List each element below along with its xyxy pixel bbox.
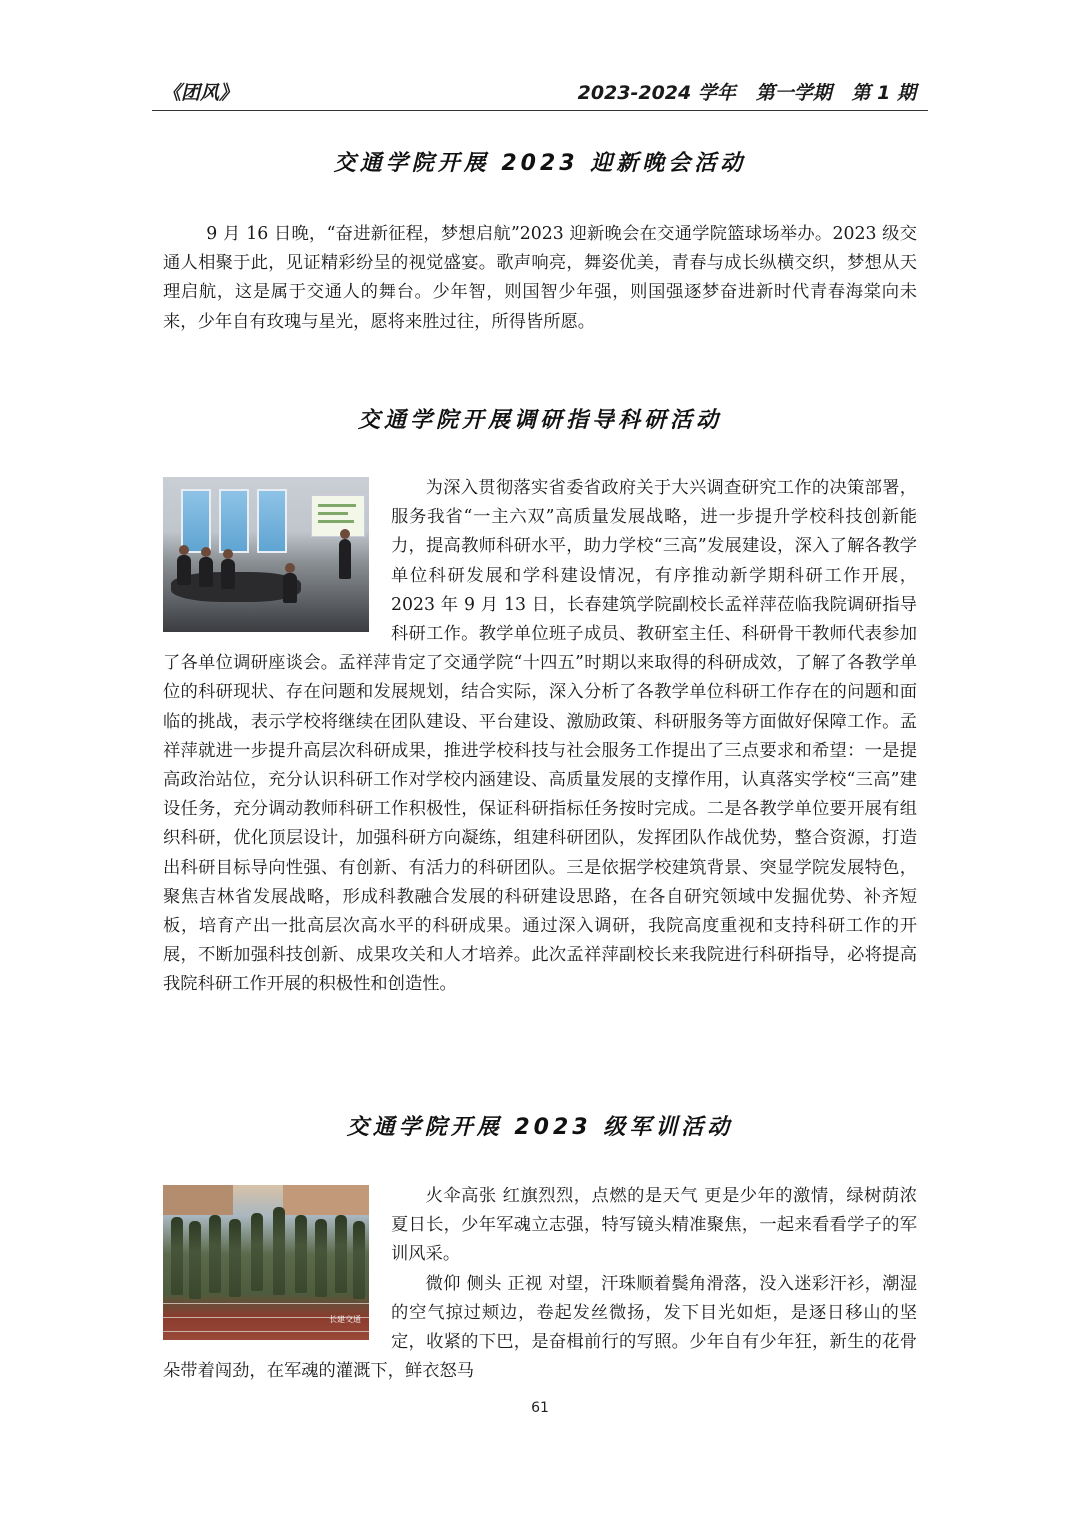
photo-watermark: 长建交通 <box>329 1314 361 1324</box>
military-training-photo <box>163 1185 369 1340</box>
issue-info: 2023-2024 学年 第一学期 第 1 期 <box>577 82 916 104</box>
article-paragraph: 为深入贯彻落实省委省政府关于大兴调查研究工作的决策部署，服务我省“一主六双”高质量发展战略，进一步提升学校科技创新能力，提高教师科研水平，助力学校“三高”发展建设，深入了解各教学单位科研发展和学科建设情况，有序推动新学期科研工作开展，2023 年 9 月 13 日，长春建筑学院副校长孟祥萍莅临我院调研指导科研工作。教学单位班子成员、教研室主任、科研骨干教师代表参加了各单位调研座谈会。孟祥萍肯定了交通学院“十四五”时期以来取得的科研成效，了解了各教学单位的科研现状、存在问题和发展规划，结合实际，深入分析了各教学单位科研工作存在的问题和面临的挑战，表示学校将继续在团队建设、平台建设、激励政策、科研服务等方面做好保障工作。孟祥萍就进一步提升高层次科研成果，推进学校科技与社会服务工作提出了三点要求和希望：一是提高政治站位，充分认识科研工作对学校内涵建设、高质量发展的支撑作用，认真落实学校“三高”建设任务，充分调动教师科研工作积极性，保证科研指标任务按时完成。二是各教学单位要开展有组织科研，优化顶层设计，加强科研方向凝练，组建科研团队，发挥团队作战优势，整合资源，打造出科研目标导向性强、有创新、有活力的科研团队。三是依据学校建筑背景、突显学院发展特色，聚焦吉林省发展战略，形成科教融合发展的科研建设思路，在各自研究领域中发掘优势、补齐短板，培育产出一批高层次高水平的科研成果。通过深入调研，我院高度重视和支持科研工作的开展，不断加强科技创新、成果攻关和人才培养。此次孟祥萍副校长来我院进行科研指导，必将提高我院科研工作开展的积极性和创造性。 <box>163 478 917 995</box>
article-title-military-training: 交通学院开展 2023 级军训活动 <box>346 1115 734 1140</box>
article-body-military-training <box>163 1182 917 1386</box>
header-rule <box>152 110 928 111</box>
article-title-welcome-gala: 交通学院开展 2023 迎新晚会活动 <box>333 151 747 176</box>
page-header <box>162 78 924 110</box>
meeting-photo <box>163 477 369 632</box>
page-number: 61 <box>531 1400 549 1416</box>
article-body-welcome-gala: 9 月 16 日晚，“奋进新征程，梦想启航”2023 迎新晚会在交通学院篮球场举办。2023 级交通人相聚于此，见证精彩纷呈的视觉盛宴。歌声响亮，舞姿优美，青春与成长纵横交织，梦想从天理启航，这是属于交通人的舞台。少年智，则国智少年强，则国强逐梦奋进新时代青春海棠向未来，少年自有玫瑰与星光，愿将来胜过往，所得皆所愿。 <box>163 224 917 332</box>
journal-name: 《团风》 <box>162 82 239 104</box>
article-title-research-guidance: 交通学院开展调研指导科研活动 <box>357 408 722 433</box>
article-paragraph: 火伞高张 红旗烈烈，点燃的是天气 更是少年的激情，绿树荫浓夏日长，少年军魂立志强，特写镜头精准聚焦，一起来看看学子的军训风采。 <box>391 1186 917 1265</box>
article-body-research-guidance <box>163 474 917 1000</box>
article-paragraph: 微仰 侧头 正视 对望，汗珠顺着鬓角滑落，没入迷彩汗衫，潮湿的空气掠过颊边，卷起发丝微扬，发下目光如炬，是逐日移山的坚定，收紧的下巴，是奋楫前行的写照。少年自有少年狂，新生的花骨朵带着闯劲，在军魂的灌溉下，鲜衣怒马 <box>163 1273 917 1382</box>
